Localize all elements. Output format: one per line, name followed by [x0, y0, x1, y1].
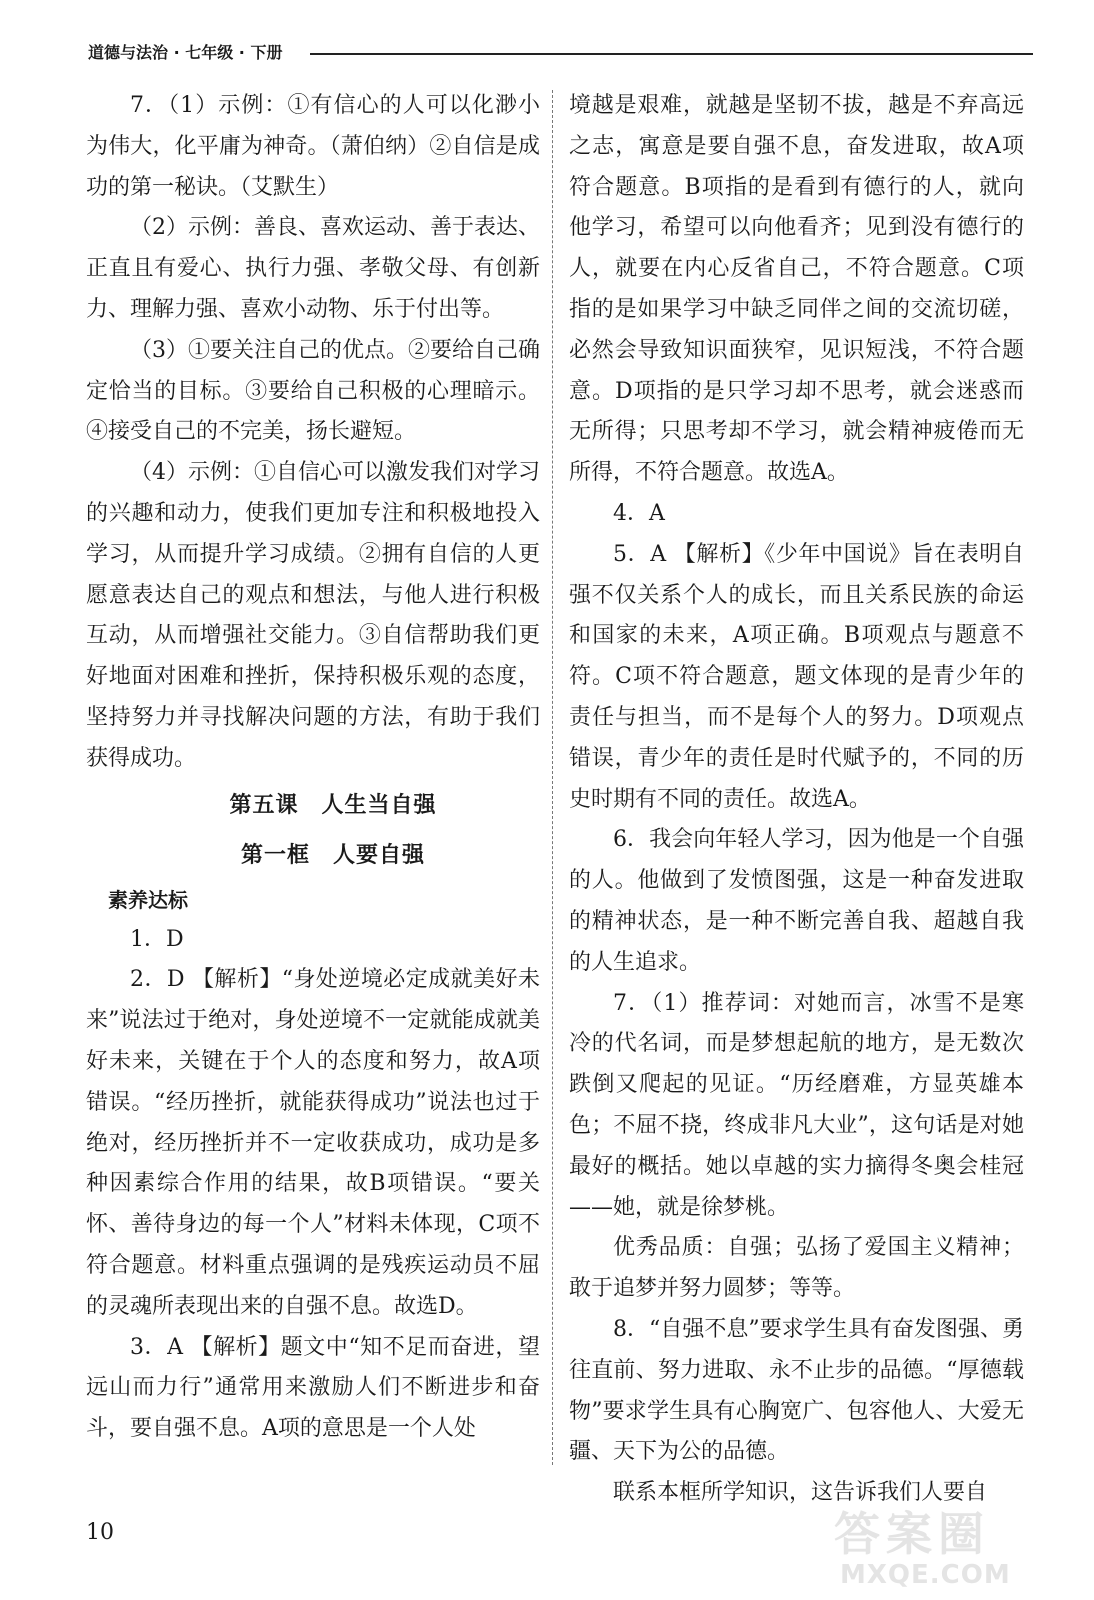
answer-3-start: 3．A 【解析】题文中“知不足而奋进，望远山而力行”通常用来激励人们不断进步和奋斗，要自强不息。A项的意思是一个人处: [86, 1334, 540, 1442]
answer-5: 5．A 【解析】《少年中国说》旨在表明自强不仅关系个人的成长，而且关系民族的命运和国家的未来，A项正确。B项观点与题意不符。C项不符合题意，题文体现的是青少年的责任与担当，而不是每个人的努力。D项观点错误，青少年的责任是时代赋予的，不同的历史时期有不同的责任。故选A。: [569, 541, 1024, 812]
right-column: [569, 86, 1024, 1514]
q7-part1: 7．（1）示例：①有信心的人可以化渺小为伟大，化平庸为神奇。（萧伯纳）②自信是成功的第一秘诀。（艾默生）: [86, 93, 540, 200]
watermark-text: 答案圈: [834, 1507, 990, 1561]
q7-part3: （3）①要关注自己的优点。②要给自己确定恰当的目标。③要给自己积极的心理暗示。④接受自己的不完美，扬长避短。: [86, 337, 540, 445]
answer-4: 4．A: [613, 500, 665, 526]
answer-6: 6．我会向年轻人学习，因为他是一个自强的人。他做到了发愤图强，这是一种奋发进取的精神状态，是一种不断完善自我、超越自我的人生追求。: [569, 827, 1024, 975]
q7-part4: （4）示例：①自信心可以激发我们对学习的兴趣和动力，使我们更加专注和积极地投入学习，从而提升学习成绩。②拥有自信的人更愿意表达自己的观点和想法，与他人进行积极互动，从而增强社交能力。③自信帮助我们更好地面对困难和挫折，保持积极乐观的态度，坚持努力并寻找解决问题的方法，有助于我们获得成功。: [86, 460, 540, 771]
lesson-title: 第五课 人生当自强: [229, 791, 437, 818]
page-number: 10: [86, 1520, 114, 1545]
answer-8-part2: 联系本框所学知识，这告诉我们人要自: [613, 1480, 988, 1506]
answer-1: 1．D: [130, 926, 184, 952]
running-header: [88, 40, 1033, 70]
answer-7-part2: 优秀品质：自强；弘扬了爱国主义精神；敢于追梦并努力圆梦；等等。: [569, 1235, 1024, 1302]
q7-part2: （2）示例：善良、喜欢运动、善于表达、正直且有爱心、执行力强、孝敬父母、有创新力、理解力强、喜欢小动物、乐于付出等。: [86, 215, 540, 322]
subsection-title: 素养达标: [108, 887, 188, 912]
left-column: [86, 86, 540, 1450]
answer-8-part1: 8．“自强不息”要求学生具有奋发图强、勇往直前、努力进取、永不止步的品德。“厚德载物”要求学生具有心胸宽广、包容他人、大爱无疆、天下为公的品德。: [569, 1316, 1024, 1465]
header-title: 道德与法治 · 七年级 · 下册: [88, 43, 283, 62]
answer-2: 2．D 【解析】“身处逆境必定成就美好未来”说法过于绝对，身处逆境不一定就能成就美好未来，关键在于个人的态度和努力，故A项错误。“经历挫折，就能获得成功”说法也过于绝对，经历挫折并不一定收获成功，成功是多种因素综合作用的结果，故B项错误。“要关怀、善待身边的每一个人”材料未体现，C项不符合题意。材料重点强调的是残疾运动员不屈的灵魂所表现出来的自强不息。故选D。: [86, 967, 540, 1319]
answer-3-continued: 境越是艰难，就越是坚韧不拔，越是不弃高远之志，寓意是要自强不息，奋发进取，故A项符合题意。B项指的是看到有德行的人，就向他学习，希望可以向他看齐；见到没有德行的人，就要在内心反省自己，不符合题意。C项指的是如果学习中缺乏同伴之间的交流切磋，必然会导致知识面狭窄，见识短浅，不符合题意。D项指的是只学习却不思考，就会迷惑而无所得；只思考却不学习，就会精神疲倦而无所得，不符合题意。故选A。: [569, 93, 1024, 486]
column-divider: [552, 90, 553, 1465]
watermark-logo: [834, 1506, 1064, 1596]
section-title: 第一框 人要自强: [240, 841, 425, 868]
header-rule: [310, 53, 1033, 55]
answer-7-part1: 7．（1）推荐词：对她而言，冰雪不是寒冷的代名词，而是梦想起航的地方，是无数次跌倒又爬起的见证。“历经磨难，方显英雄本色；不屈不挠，终成非凡大业”，这句话是对她最好的概括。她以卓越的实力摘得冬奥会桂冠——她，就是徐梦桃。: [569, 990, 1024, 1220]
watermark-url: MXQE.COM: [840, 1560, 1011, 1590]
